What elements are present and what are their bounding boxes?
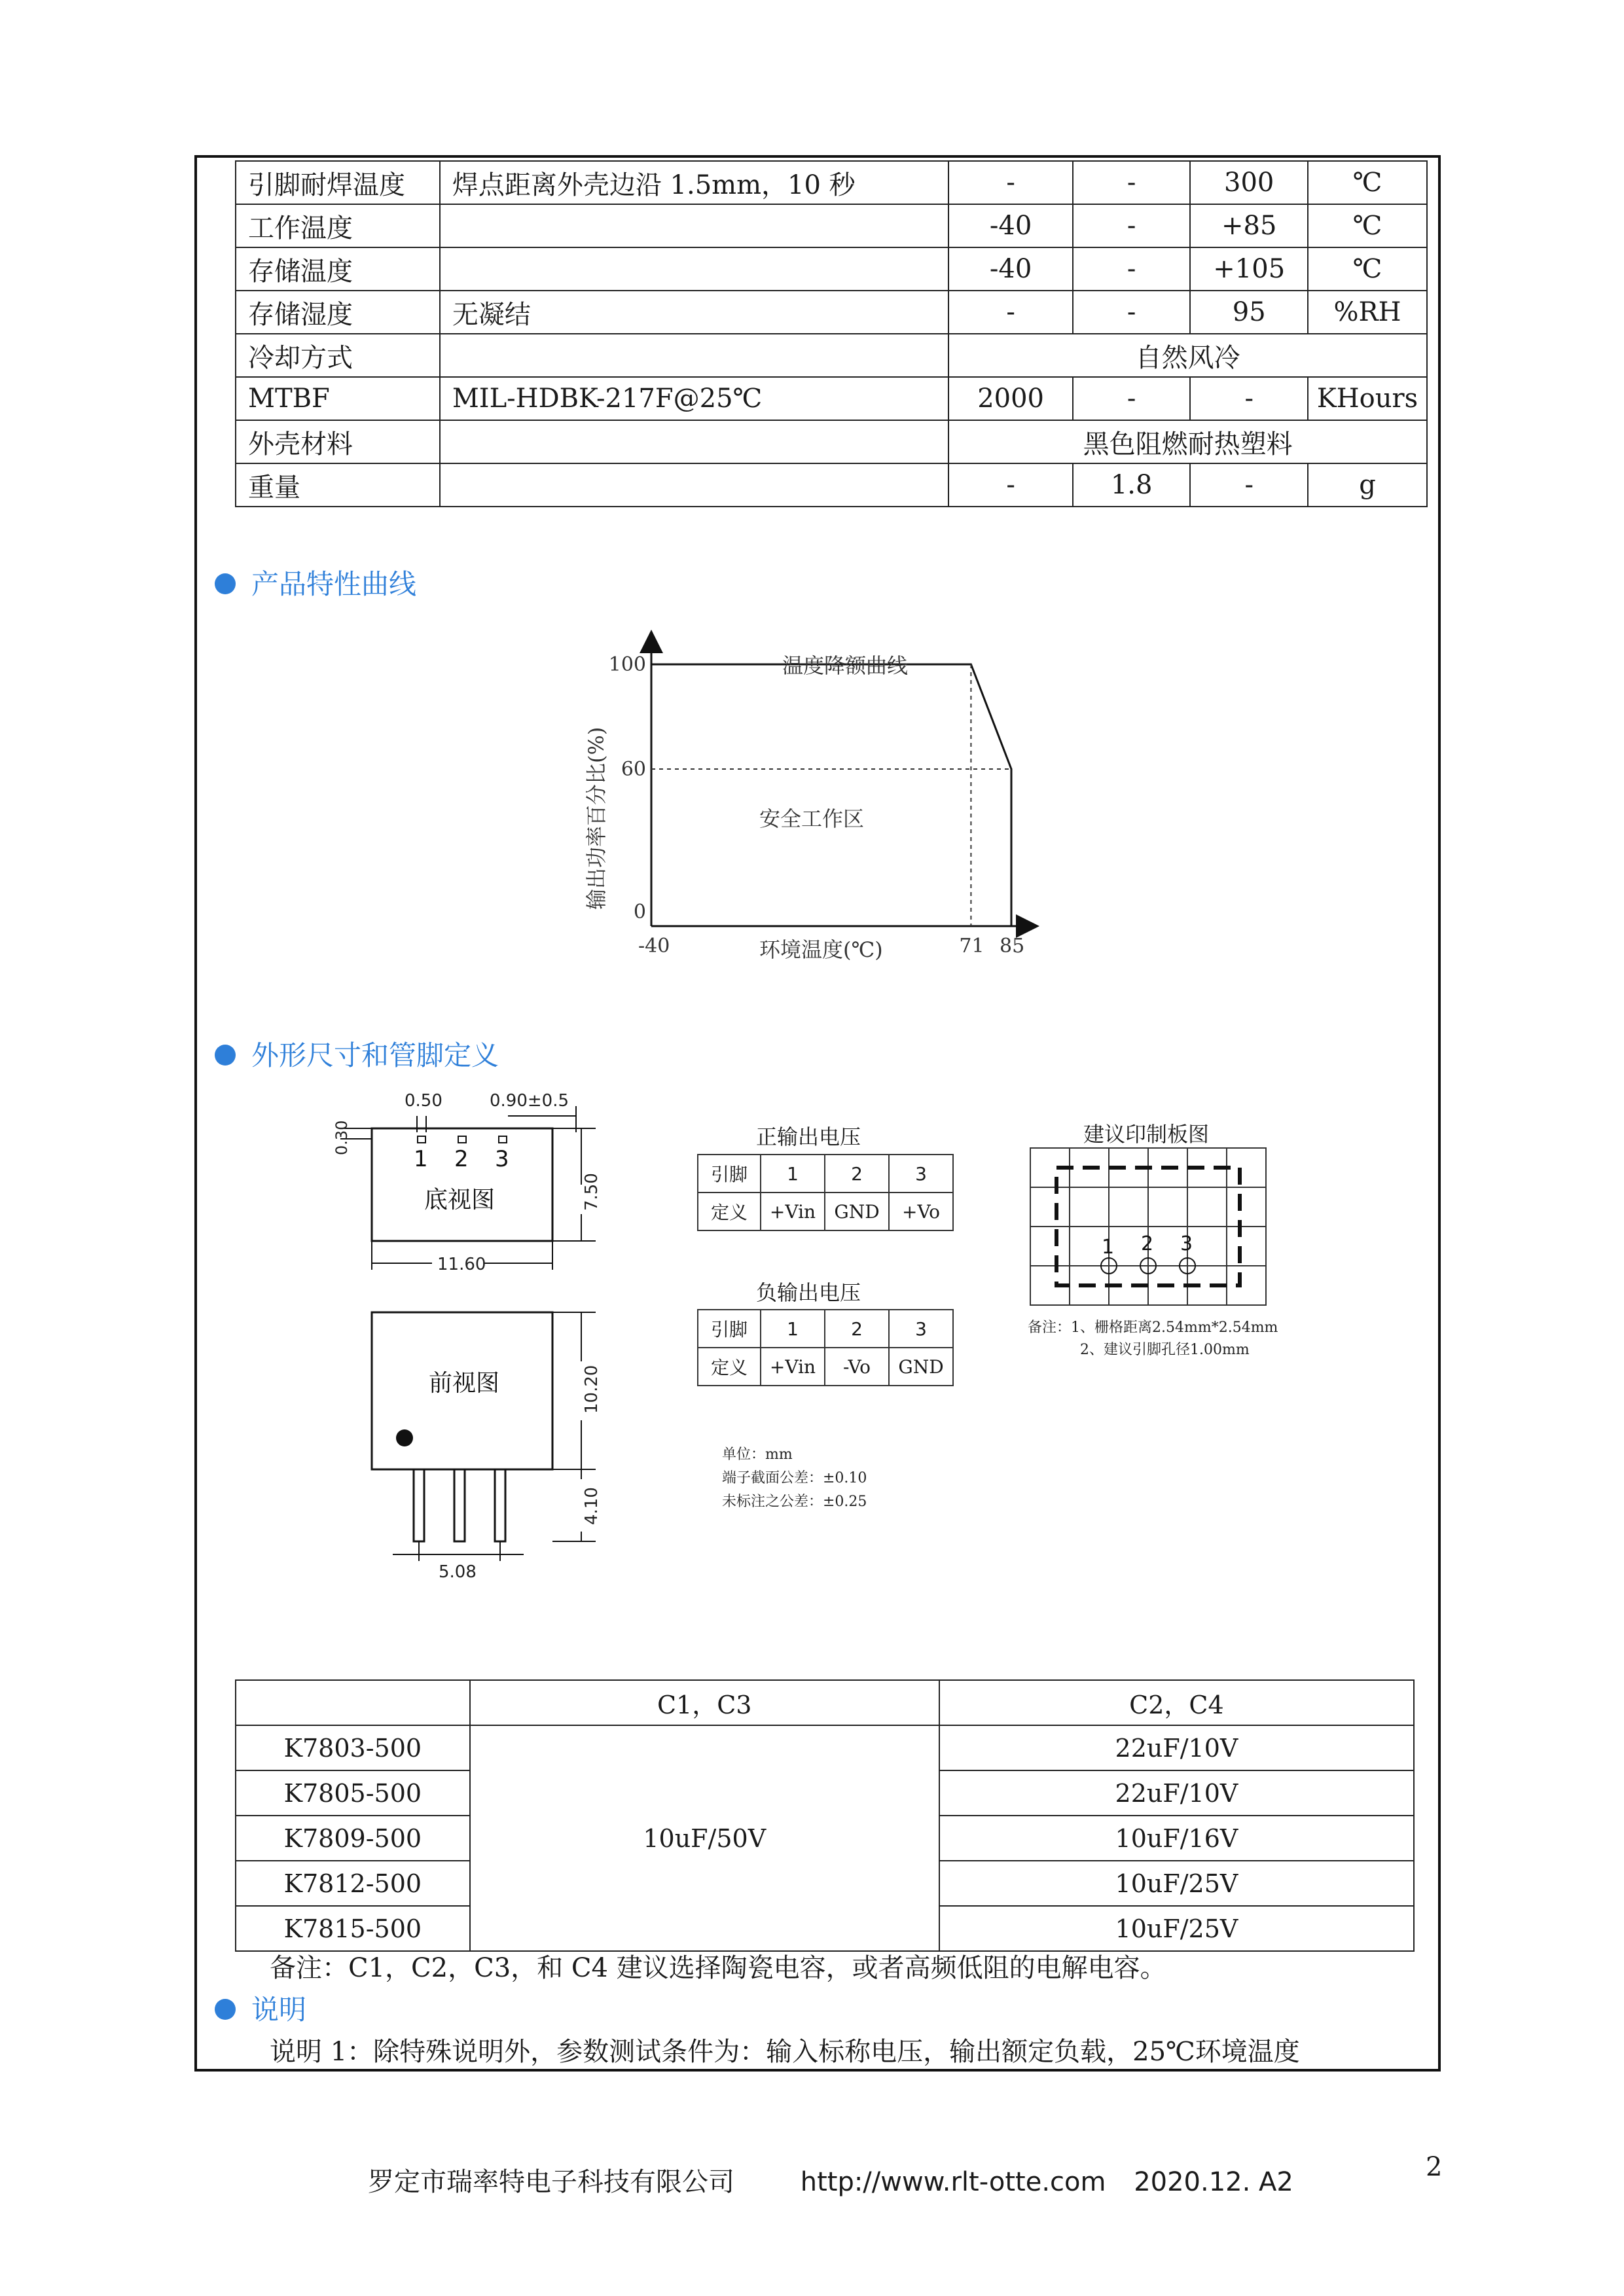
dim-030: 0.30 bbox=[333, 1120, 351, 1155]
spec-row bbox=[236, 161, 1427, 204]
spec-cell-cond bbox=[440, 420, 948, 463]
cap-header bbox=[236, 1680, 470, 1725]
pcb-pin-2: 2 bbox=[1141, 1232, 1154, 1255]
spec-cell-name: 工作温度 bbox=[236, 204, 440, 247]
spec-cell-max: +85 bbox=[1190, 204, 1308, 247]
dim-750: 7.50 bbox=[582, 1173, 602, 1211]
spec-cell-cond: MIL-HDBK-217F@25℃ bbox=[440, 377, 948, 420]
dim-090: 0.90±0.5 bbox=[490, 1091, 569, 1111]
bullet-icon bbox=[215, 1999, 236, 2020]
spec-cell-merged: 黑色阻燃耐热塑料 bbox=[948, 420, 1427, 463]
spec-cell-cond bbox=[440, 463, 948, 507]
spec-table bbox=[235, 160, 1428, 507]
footer-url[interactable]: http://www.rlt-otte.com bbox=[800, 2167, 1106, 2197]
bullet-icon bbox=[215, 573, 236, 594]
page-number: 2 bbox=[1426, 2152, 1443, 2182]
spec-cell-min: - bbox=[948, 161, 1073, 204]
spec-row bbox=[236, 334, 1427, 377]
section-note-heading: 说明 bbox=[215, 1988, 306, 2028]
footer-version: 2020.12. A2 bbox=[1134, 2167, 1293, 2197]
units-note: 单位：mm 端子截面公差：±0.10 未标注之公差：±0.25 bbox=[722, 1446, 867, 1510]
pin-label-3: 3 bbox=[495, 1146, 509, 1172]
cap-header-row bbox=[236, 1680, 1414, 1725]
pin-label-1: 1 bbox=[414, 1146, 428, 1172]
section-dims-heading: 外形尺寸和管脚定义 bbox=[215, 1034, 499, 1073]
neg-pin-table: 引脚 1 2 3 定义 +Vin -Vo GND bbox=[697, 1309, 954, 1386]
chart-x-label: 环境温度(℃) bbox=[759, 937, 883, 962]
cap-note: 备注：C1，C2，C3，和 C4 建议选择陶瓷电容，或者高频低阻的电解电容。 bbox=[270, 1953, 1166, 1983]
spec-cell-min: - bbox=[948, 463, 1073, 507]
cap-model: K7803-500 bbox=[236, 1725, 470, 1770]
pcb-pin-1: 1 bbox=[1102, 1236, 1115, 1259]
spec-cell-unit: KHours bbox=[1308, 377, 1427, 420]
capacitor-table bbox=[235, 1679, 1415, 1952]
spec-cell-min: 2000 bbox=[948, 377, 1073, 420]
footer-company: 罗定市瑞率特电子科技有限公司 bbox=[368, 2167, 734, 2197]
spec-cell-name: 引脚耐焊温度 bbox=[236, 161, 440, 204]
derating-chart bbox=[576, 628, 1047, 969]
cap-model: K7805-500 bbox=[236, 1770, 470, 1816]
spec-cell-unit: g bbox=[1308, 463, 1427, 507]
bottom-view-label: 底视图 bbox=[424, 1187, 496, 1213]
spec-cell-cond bbox=[440, 247, 948, 291]
bullet-icon bbox=[215, 1045, 236, 1066]
pos-pin-table: 引脚 1 2 3 定义 +Vin GND +Vo bbox=[697, 1154, 954, 1231]
cap-c2c4: 22uF/10V bbox=[939, 1725, 1414, 1770]
spec-cell-min: - bbox=[948, 291, 1073, 334]
spec-cell-merged: 自然风冷 bbox=[948, 334, 1427, 377]
pin-label-2: 2 bbox=[454, 1146, 469, 1172]
y-tick-label: 60 bbox=[621, 758, 646, 781]
spec-cell-name: 冷却方式 bbox=[236, 334, 440, 377]
x-tick-label: -40 bbox=[638, 935, 670, 958]
spec-row bbox=[236, 291, 1427, 334]
cap-header: C1，C3 bbox=[470, 1680, 939, 1725]
spec-row bbox=[236, 463, 1427, 507]
cap-model: K7809-500 bbox=[236, 1816, 470, 1861]
front-view-label: 前视图 bbox=[429, 1370, 500, 1397]
pcb-pin-3: 3 bbox=[1180, 1232, 1193, 1255]
spec-cell-cond bbox=[440, 204, 948, 247]
cap-c1c3: 10uF/50V bbox=[470, 1725, 939, 1951]
note-1: 说明 1：除特殊说明外，参数测试条件为：输入标称电压，输出额定负载，25℃环境温度 bbox=[270, 2037, 1300, 2067]
spec-cell-typ: - bbox=[1073, 377, 1190, 420]
chart-region-label: 安全工作区 bbox=[759, 806, 865, 831]
spec-row bbox=[236, 377, 1427, 420]
neg-table-title: 负输出电压 bbox=[756, 1280, 861, 1305]
chart-title: 温度降额曲线 bbox=[782, 653, 909, 678]
y-tick-label: 0 bbox=[633, 901, 646, 924]
dim-508: 5.08 bbox=[439, 1562, 477, 1582]
pcb-notes: 备注：1、栅格距离2.54mm*2.54mm 2、建议引脚孔径1.00mm bbox=[1028, 1319, 1278, 1358]
spec-cell-cond: 焊点距离外壳边沿 1.5mm，10 秒 bbox=[440, 161, 948, 204]
spec-cell-unit: ℃ bbox=[1308, 204, 1427, 247]
spec-cell-min: -40 bbox=[948, 204, 1073, 247]
spec-cell-max: - bbox=[1190, 377, 1308, 420]
cap-model: K7815-500 bbox=[236, 1906, 470, 1951]
spec-row bbox=[236, 420, 1427, 463]
cap-model: K7812-500 bbox=[236, 1861, 470, 1906]
dim-1160: 11.60 bbox=[437, 1255, 486, 1274]
spec-cell-name: 存储温度 bbox=[236, 247, 440, 291]
section-curve-heading: 产品特性曲线 bbox=[215, 563, 416, 602]
spec-cell-min: -40 bbox=[948, 247, 1073, 291]
spec-cell-name: MTBF bbox=[236, 377, 440, 420]
spec-cell-typ: - bbox=[1073, 247, 1190, 291]
spec-cell-unit: ℃ bbox=[1308, 161, 1427, 204]
cap-row bbox=[236, 1725, 1414, 1770]
pin1-marker-icon bbox=[396, 1429, 413, 1446]
spec-cell-name: 外壳材料 bbox=[236, 420, 440, 463]
spec-cell-max: +105 bbox=[1190, 247, 1308, 291]
spec-row bbox=[236, 204, 1427, 247]
spec-cell-max: 95 bbox=[1190, 291, 1308, 334]
spec-cell-max: 300 bbox=[1190, 161, 1308, 204]
spec-cell-max: - bbox=[1190, 463, 1308, 507]
pcb-title: 建议印制板图 bbox=[1083, 1122, 1210, 1147]
footer bbox=[368, 2161, 1293, 2198]
cap-c2c4: 22uF/10V bbox=[939, 1770, 1414, 1816]
y-tick-label: 100 bbox=[608, 653, 646, 676]
spec-cell-name: 存储湿度 bbox=[236, 291, 440, 334]
pos-table-title: 正输出电压 bbox=[756, 1124, 861, 1149]
spec-cell-typ: - bbox=[1073, 204, 1190, 247]
spec-cell-name: 重量 bbox=[236, 463, 440, 507]
dim-410: 4.10 bbox=[582, 1487, 602, 1525]
x-tick-label: 71 bbox=[959, 935, 984, 958]
x-tick-label: 85 bbox=[1000, 935, 1025, 958]
spec-cell-cond: 无凝结 bbox=[440, 291, 948, 334]
spec-cell-unit: ℃ bbox=[1308, 247, 1427, 291]
bottom-view-outline bbox=[372, 1128, 552, 1241]
cap-c2c4: 10uF/25V bbox=[939, 1906, 1414, 1951]
spec-cell-unit: %RH bbox=[1308, 291, 1427, 334]
dim-1020: 10.20 bbox=[582, 1365, 602, 1414]
spec-cell-typ: 1.8 bbox=[1073, 463, 1190, 507]
mechanical-drawing bbox=[314, 1080, 655, 1590]
chart-y-label: 输出功率百分比(%) bbox=[584, 726, 609, 910]
spec-cell-typ: - bbox=[1073, 161, 1190, 204]
pcb-drawing bbox=[1028, 1145, 1270, 1316]
cap-c2c4: 10uF/16V bbox=[939, 1816, 1414, 1861]
dim-050: 0.50 bbox=[405, 1091, 442, 1111]
cap-c2c4: 10uF/25V bbox=[939, 1861, 1414, 1906]
spec-cell-typ: - bbox=[1073, 291, 1190, 334]
derating-curve bbox=[651, 664, 1011, 926]
spec-row bbox=[236, 247, 1427, 291]
spec-cell-cond bbox=[440, 334, 948, 377]
cap-header: C2，C4 bbox=[939, 1680, 1414, 1725]
